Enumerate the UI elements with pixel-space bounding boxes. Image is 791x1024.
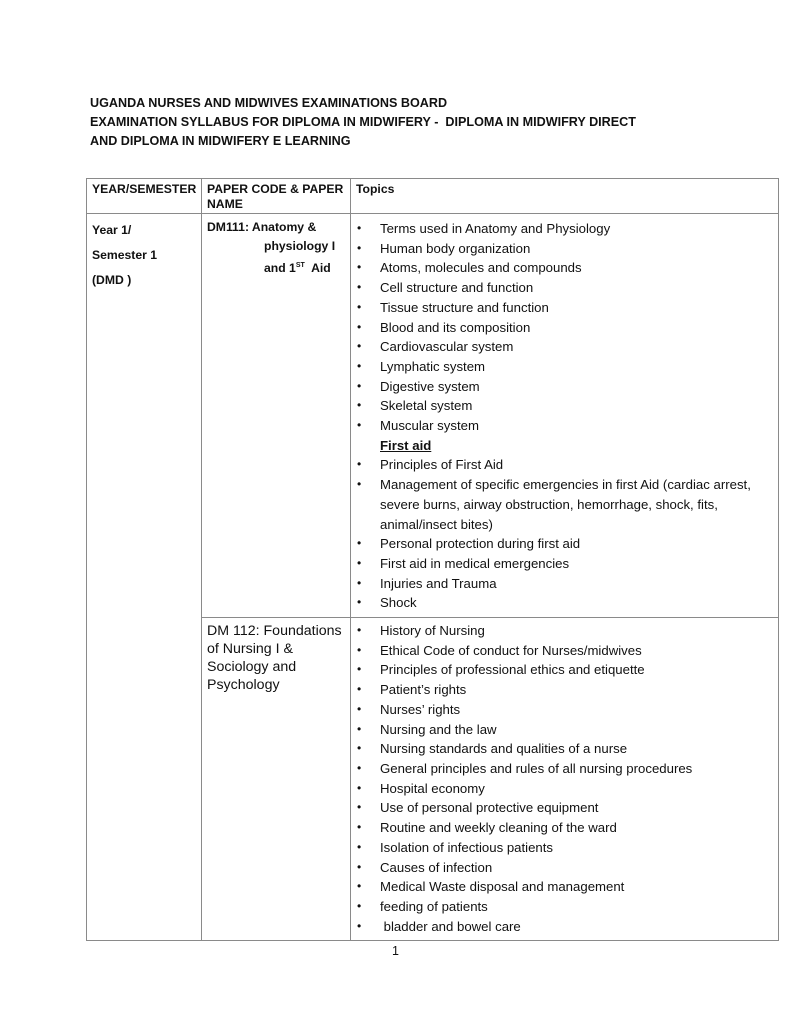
topic-item — [351, 475, 778, 534]
bullet-icon: • — [357, 398, 362, 413]
paper-cell-dm111 — [202, 214, 351, 618]
table-row-dm111 — [87, 214, 779, 618]
bullet-icon: • — [357, 555, 362, 570]
bullet-icon: • — [357, 418, 362, 433]
document-title — [90, 94, 636, 151]
title-line-3: AND DIPLOMA IN MIDWIFERY E LEARNING — [90, 134, 351, 148]
topics-subheading: First aid — [380, 437, 432, 453]
topic-item — [351, 377, 778, 397]
bullet-icon: • — [357, 642, 362, 657]
topic-item — [351, 574, 778, 594]
topic-text: Ethical Code of conduct for Nurses/midwives — [380, 642, 642, 658]
bullet-icon: • — [357, 319, 362, 334]
topic-item — [351, 641, 778, 661]
topic-item — [351, 258, 778, 278]
topic-text: Hospital economy — [380, 780, 485, 796]
topic-item — [351, 739, 778, 759]
topic-item — [351, 759, 778, 779]
topic-item — [351, 298, 778, 318]
bullet-icon: • — [357, 280, 362, 295]
bullet-icon: • — [357, 662, 362, 677]
topic-text: Principles of professional ethics and etiquette — [380, 662, 645, 678]
topic-item — [351, 680, 778, 700]
topic-text: Causes of infection — [380, 859, 493, 875]
topics-list — [351, 618, 778, 940]
topic-text: Cell structure and function — [380, 280, 534, 296]
topic-text: Nursing and the law — [380, 721, 497, 737]
topics-cell-dm112 — [351, 618, 779, 941]
paper-cell-dm112 — [202, 618, 351, 941]
topic-item — [351, 818, 778, 838]
topic-text: Medical Waste disposal and management — [380, 879, 625, 895]
title-line-1: UGANDA NURSES AND MIDWIVES EXAMINATIONS BOARD — [90, 96, 448, 110]
semester-label: Semester 1 — [92, 248, 158, 262]
column-header-topics: Topics — [356, 182, 395, 196]
topic-item — [351, 621, 778, 641]
topic-item — [351, 416, 778, 436]
bullet-icon: • — [357, 741, 362, 756]
topic-text: Personal protection during first aid — [380, 536, 581, 552]
syllabus-table — [86, 178, 779, 941]
topics-cell-dm111 — [351, 214, 779, 618]
topic-text: Skeletal system — [380, 398, 473, 414]
bullet-icon: • — [357, 682, 362, 697]
topic-item — [351, 337, 778, 357]
paper-name-text: Aid — [304, 261, 331, 275]
bullet-icon: • — [357, 721, 362, 736]
program-label: (DMD ) — [92, 273, 132, 287]
topic-item — [351, 593, 778, 613]
topic-text: Terms used in Anatomy and Physiology — [380, 221, 611, 236]
topic-item — [351, 720, 778, 740]
column-header-year-semester: YEAR/SEMESTER — [92, 182, 197, 196]
bullet-icon: • — [357, 820, 362, 835]
topic-item — [351, 838, 778, 858]
bullet-icon: • — [357, 595, 362, 610]
bullet-icon: • — [357, 575, 362, 590]
bullet-icon: • — [357, 240, 362, 255]
topic-text: Use of personal protective equipment — [380, 800, 599, 816]
topic-item — [351, 858, 778, 878]
topic-text: Cardiovascular system — [380, 339, 514, 355]
bullet-icon: • — [357, 358, 362, 373]
topic-text: Injuries and Trauma — [380, 575, 497, 591]
paper-code-line: DM111: Anatomy & — [207, 220, 317, 234]
topic-text: History of Nursing — [380, 623, 485, 639]
page-number: 1 — [392, 944, 399, 958]
topic-text: Management of specific emergencies in first Aid (cardiac arrest, severe burns, airway obstruction, hemorrhage, shock, fits, animal/insect bites) — [380, 477, 755, 532]
topic-text: General principles and rules of all nursing procedures — [380, 760, 693, 776]
topic-item — [351, 877, 778, 897]
topic-item — [351, 700, 778, 720]
paper-name-line-2: physiology I — [264, 239, 336, 253]
year-label: Year 1/ — [92, 223, 132, 237]
bullet-icon: • — [357, 339, 362, 354]
topic-text: First aid in medical emergencies — [380, 555, 570, 571]
topic-item — [351, 534, 778, 554]
bullet-icon: • — [357, 859, 362, 874]
topic-text: Patient’s rights — [380, 682, 467, 698]
topic-text: Atoms, molecules and compounds — [380, 260, 582, 276]
topic-text: Isolation of infectious patients — [380, 839, 554, 855]
year-semester-cell — [87, 214, 202, 941]
topic-item — [351, 660, 778, 680]
paper-name: DM 112: Foundations of Nursing I & Sociology and Psychology — [207, 623, 342, 694]
topic-item — [351, 239, 778, 259]
bullet-icon: • — [357, 800, 362, 815]
topic-text: Digestive system — [380, 378, 480, 394]
topic-item — [351, 455, 778, 475]
topic-item — [351, 554, 778, 574]
bullet-icon: • — [357, 623, 362, 638]
paper-name-text: and 1 — [264, 261, 296, 275]
topic-text: Shock — [380, 595, 417, 611]
ordinal-superscript: ST — [295, 262, 305, 269]
bullet-icon: • — [357, 457, 362, 472]
column-header-paper: PAPER CODE & PAPER NAME — [207, 182, 344, 211]
topic-item — [351, 798, 778, 818]
bullet-icon: • — [357, 898, 362, 913]
bullet-icon: • — [357, 221, 362, 235]
topic-text: Routine and weekly cleaning of the ward — [380, 820, 617, 836]
topic-text: bladder and bowel care — [380, 918, 521, 934]
topic-text: feeding of patients — [380, 898, 488, 914]
bullet-icon: • — [357, 760, 362, 775]
topic-text: Muscular system — [380, 418, 479, 434]
topic-item — [351, 897, 778, 917]
topic-text: Nurses’ rights — [380, 701, 461, 717]
topic-item — [351, 278, 778, 298]
bullet-icon: • — [357, 536, 362, 551]
topic-text: Lymphatic system — [380, 358, 486, 374]
topic-text: Principles of First Aid — [380, 457, 504, 473]
bullet-icon: • — [357, 839, 362, 854]
bullet-icon: • — [357, 879, 362, 894]
title-line-2: EXAMINATION SYLLABUS FOR DIPLOMA IN MIDWIFERY - DIPLOMA IN MIDWIFRY DIRECT — [90, 115, 636, 129]
topic-item — [351, 917, 778, 937]
bullet-icon: • — [357, 477, 362, 492]
topic-item — [351, 219, 778, 239]
topic-item — [351, 779, 778, 799]
bullet-icon: • — [357, 260, 362, 275]
topic-text: Blood and its composition — [380, 319, 531, 335]
table-header-row — [87, 179, 779, 214]
bullet-icon: • — [357, 378, 362, 393]
topic-text: Nursing standards and qualities of a nurse — [380, 741, 628, 757]
bullet-icon: • — [357, 299, 362, 314]
topics-list — [351, 214, 778, 617]
topic-item — [351, 357, 778, 377]
topic-text: Human body organization — [380, 240, 531, 256]
topic-text: Tissue structure and function — [380, 299, 549, 315]
paper-name-line-3 — [207, 256, 350, 278]
bullet-icon: • — [357, 780, 362, 795]
topic-item — [351, 318, 778, 338]
bullet-icon: • — [357, 701, 362, 716]
bullet-icon: • — [357, 918, 362, 933]
topic-item — [351, 396, 778, 416]
